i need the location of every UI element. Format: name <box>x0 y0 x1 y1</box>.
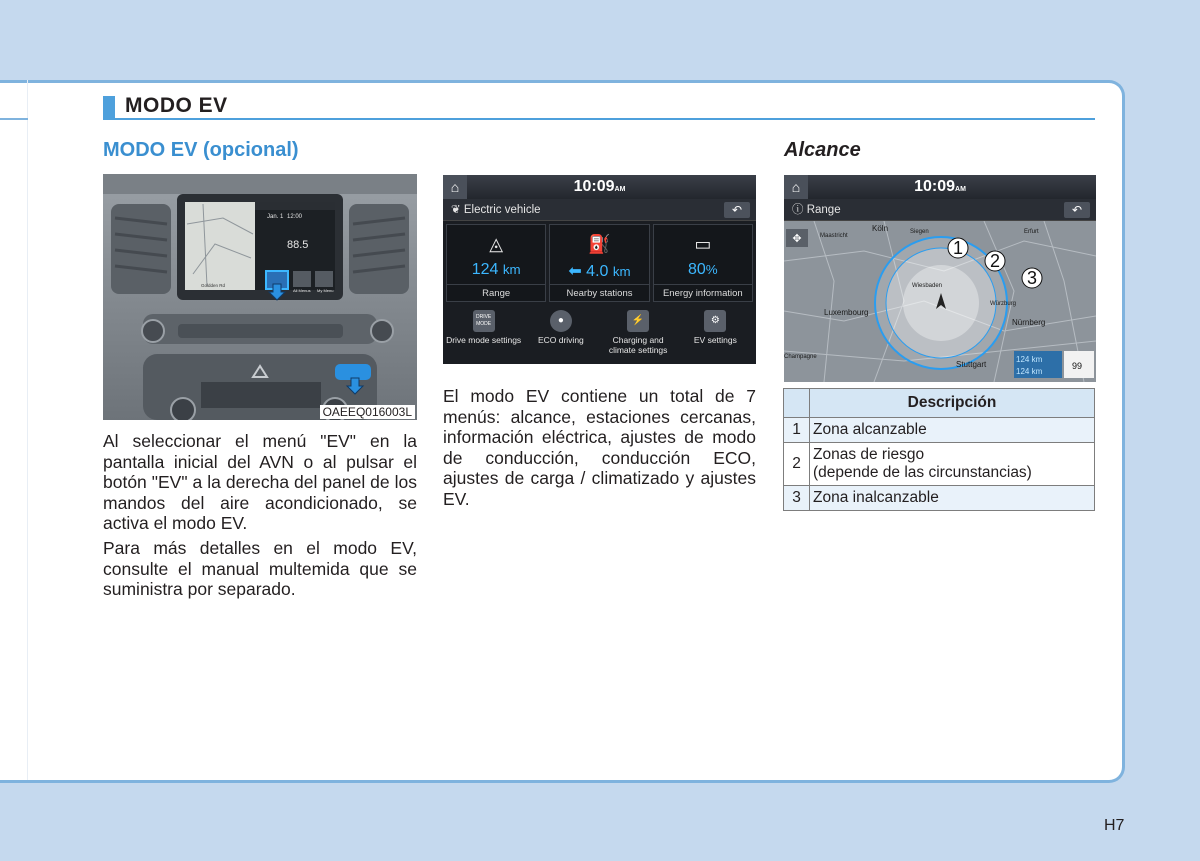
menu-ev-settings[interactable] <box>677 310 754 355</box>
menu-ev-settings-label: EV settings <box>693 335 737 345</box>
tile-range[interactable] <box>446 224 546 302</box>
map-label-nurnberg: Nürnberg <box>1012 318 1046 327</box>
right-heading: Alcance <box>784 139 861 161</box>
table-header-empty <box>784 389 810 418</box>
battery-icon: ▭ <box>694 234 712 254</box>
eco-icon: ● <box>550 310 572 332</box>
photo-frequency: 88.5 <box>287 239 309 251</box>
map-label-wiesbaden: Wiesbaden <box>912 283 943 289</box>
ev-menu-screen <box>443 175 756 364</box>
tile-range-label: Range <box>447 284 545 299</box>
map-label-champagne: Champagne <box>784 354 817 360</box>
section-rule <box>103 118 1095 120</box>
tile-nearby-stations[interactable] <box>549 224 649 302</box>
row-text: Zona alcanzable <box>810 418 1095 443</box>
tile-energy-value: 80% <box>687 261 718 278</box>
map-label-koln: Köln <box>872 224 889 233</box>
menu-eco-label: ECO driving <box>537 335 584 345</box>
description-table <box>783 388 1095 511</box>
row-text: Zona inalcanzable <box>810 486 1095 511</box>
charging-icon: ⚡ <box>627 310 649 332</box>
row-text-line: (depende de las circunstancias) <box>813 464 1032 481</box>
home-icon[interactable]: ⌂ <box>784 175 808 199</box>
photo-date: Jan. 1 <box>267 214 284 220</box>
home-icon[interactable]: ⌂ <box>443 175 467 199</box>
photo-time: 12:00 <box>287 214 303 220</box>
screen-clock: 10:09AM <box>573 178 626 195</box>
screen-title-bar <box>443 199 756 221</box>
ev-tiles <box>443 221 756 302</box>
photo-road-label: Goldden Rd <box>201 283 226 288</box>
table-row <box>784 443 1095 486</box>
left-margin-line <box>27 80 28 780</box>
marker-1: 1 <box>952 238 964 258</box>
menu-drive-mode[interactable] <box>445 310 522 355</box>
detail-paragraph: Para más detalles en el modo EV, consulte el manual multemida que se suministra por separado. <box>103 538 417 599</box>
leaf-icon: ❦ <box>451 204 464 216</box>
range-clock: 10:09AM <box>914 178 966 195</box>
info-icon: ⓘ <box>792 204 807 216</box>
battery-readout: 99 <box>1072 361 1083 371</box>
row-text-line: Zonas de riesgo <box>813 446 925 463</box>
menus-paragraph: El modo EV contiene un total de 7 menús: alcance, estaciones cercanas, información eléctrica, ajustes de modo de conducción, conducción ECO, ajustes de carga / climatizado y ajustes EV. <box>443 386 756 509</box>
page-number: H7 <box>1104 817 1125 834</box>
dashboard-illustration <box>103 174 417 420</box>
range-readout-1: 124 km <box>1016 355 1043 364</box>
marker-3: 3 <box>1026 268 1038 288</box>
map-label-maastricht: Maastricht <box>820 233 848 239</box>
map-label-erfurt: Erfurt <box>1024 229 1039 235</box>
back-button[interactable]: ↶ <box>1064 202 1090 218</box>
dashboard-photo <box>103 174 417 420</box>
range-map-graphic <box>784 221 1096 382</box>
tile-stations-value: ⬅ 4.0 km <box>568 263 631 280</box>
screen-subtitle: Electric vehicle <box>463 204 541 216</box>
tile-energy-label: Energy information <box>654 284 752 299</box>
table-header-row <box>784 389 1095 418</box>
tile-energy-information[interactable] <box>653 224 753 302</box>
table-row <box>784 486 1095 511</box>
intro-paragraph: Al seleccionar el menú "EV" en la pantalla inicial del AVN o al pulsar el botón "EV" a la derecha del panel de los mandos del aire acondicionado, se activa el modo EV. <box>103 431 417 533</box>
photo-my-menu: My Menu <box>317 288 334 293</box>
tile-range-value: 124 km <box>471 261 521 278</box>
menu-eco-driving[interactable] <box>522 310 599 355</box>
marker-2: 2 <box>989 251 1001 271</box>
section-marker <box>103 96 115 118</box>
left-margin-rule <box>0 118 28 120</box>
section-title: MODO EV <box>125 94 228 117</box>
map-label-stuttgart: Stuttgart <box>956 360 987 369</box>
charger-icon: ⛽ <box>588 234 611 254</box>
menu-charging-climate[interactable] <box>600 310 677 355</box>
table-header: Descripción <box>810 389 1095 418</box>
row-text <box>810 443 1095 486</box>
map-label-luxembourg: Luxembourg <box>824 308 869 317</box>
menu-drive-mode-label: Drive mode settings <box>446 335 522 345</box>
svg-text:✥: ✥ <box>792 233 802 245</box>
table-row <box>784 418 1095 443</box>
row-number: 3 <box>784 486 810 511</box>
photo-all-menus: All Menus <box>293 288 311 293</box>
range-map[interactable] <box>784 221 1096 382</box>
range-screen <box>784 175 1096 382</box>
map-label-wurzburg: Würzburg <box>990 301 1017 307</box>
tile-stations-label: Nearby stations <box>550 284 648 299</box>
row-number: 2 <box>784 443 810 486</box>
row-number: 1 <box>784 418 810 443</box>
range-title-bar <box>784 199 1096 221</box>
photo-code: OAEEQ016003L <box>320 405 415 419</box>
map-label-siegen: Siegen <box>910 229 929 235</box>
gear-icon: ⚙ <box>704 310 726 332</box>
range-status-bar <box>784 175 1096 199</box>
ev-menu-row <box>443 302 756 355</box>
drive-mode-icon: DRIVE MODE <box>473 310 495 332</box>
range-readout-2: 124 km <box>1016 367 1043 376</box>
left-heading: MODO EV (opcional) <box>103 139 299 161</box>
screen-status-bar <box>443 175 756 199</box>
compass-icon: ◬ <box>489 234 504 254</box>
back-button[interactable]: ↶ <box>724 202 750 218</box>
range-subtitle: Range <box>806 204 841 216</box>
menu-charging-label: Charging and climate settings <box>608 335 668 355</box>
